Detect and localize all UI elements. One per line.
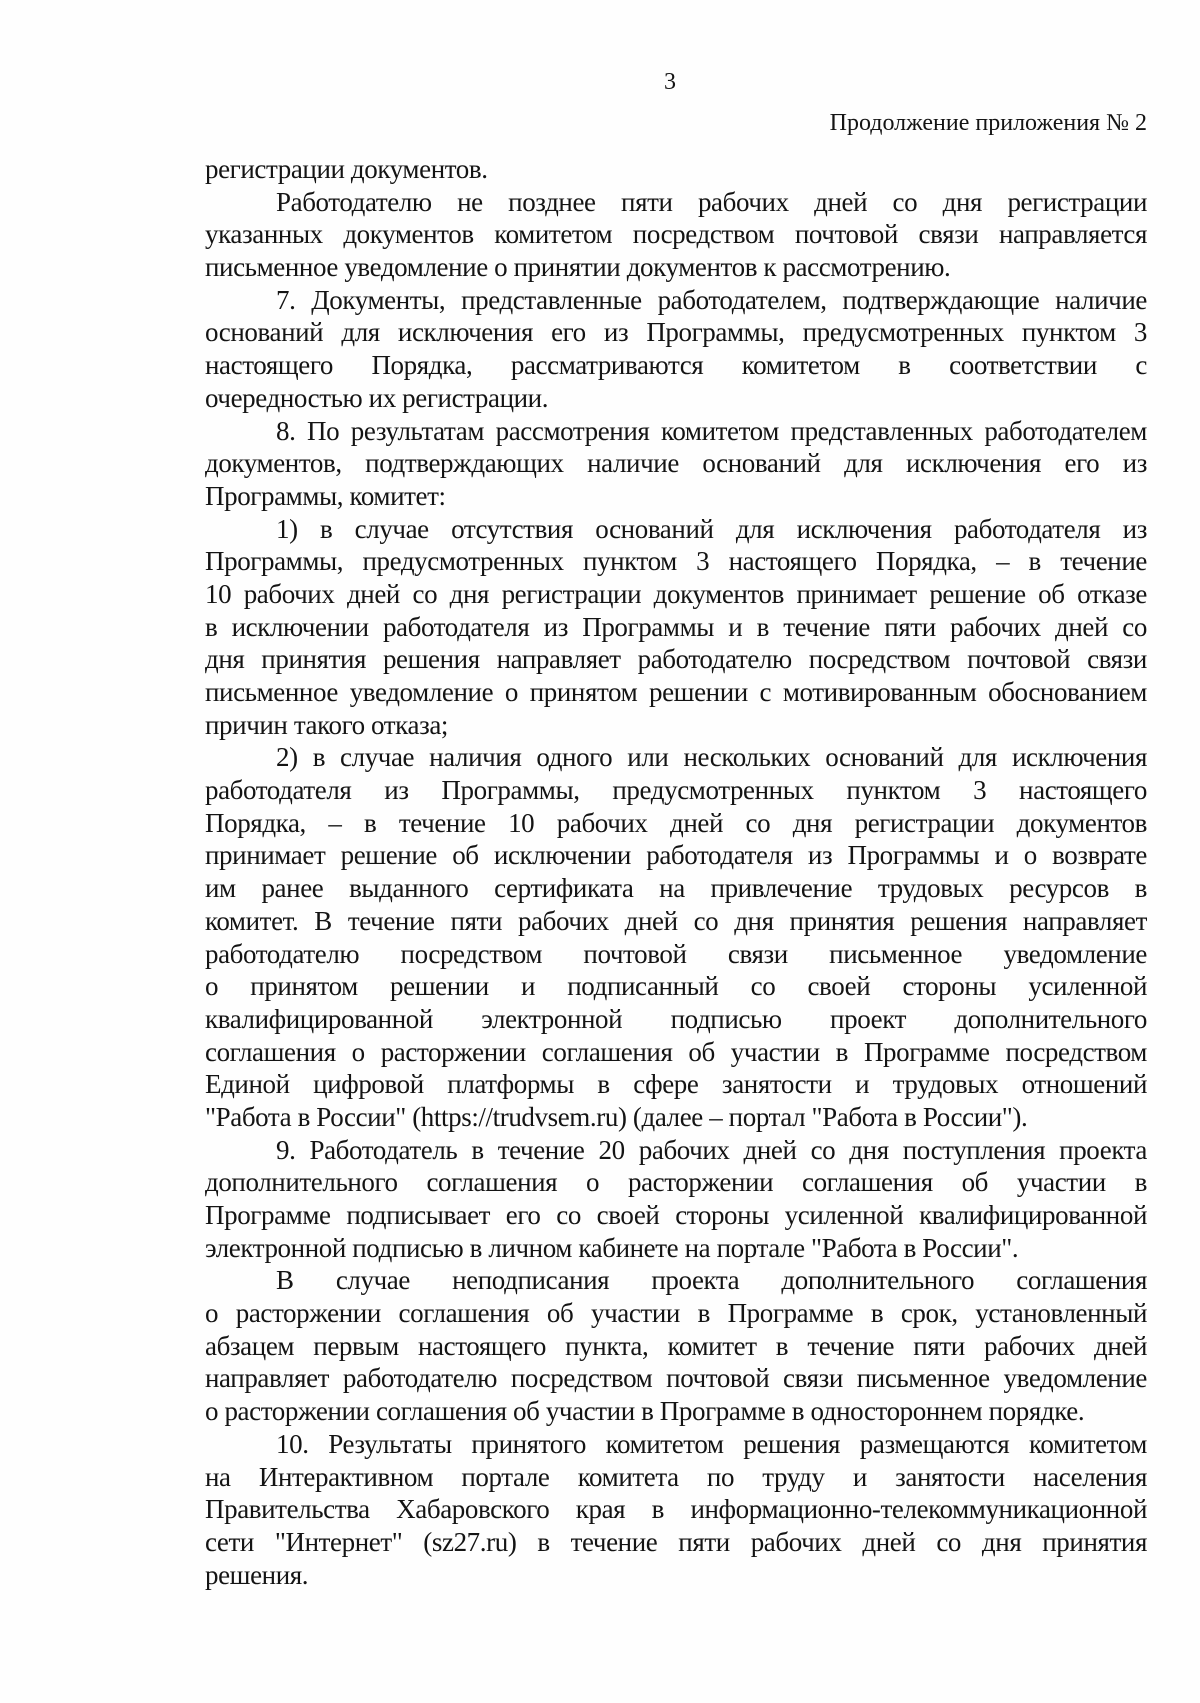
text-line: принимает решение об исключении работодателя из Программы и о возврате — [205, 840, 1147, 871]
paragraph — [205, 415, 1147, 513]
text-line: Порядка, – в течение 10 рабочих дней со дня регистрации документов — [205, 807, 1147, 838]
text-line: решения. — [205, 1559, 309, 1590]
text-line: Программы, комитет: — [205, 480, 446, 511]
page-number: 3 — [664, 69, 676, 95]
text-line: письменное уведомление о принятом решении с мотивированным обоснованием — [205, 677, 1147, 707]
text-line: 10 рабочих дней со дня регистрации документов принимает решение об отказе — [205, 578, 1147, 609]
text-line: 7. Документы, представленные работодателем, подтверждающие наличие — [276, 284, 1147, 315]
text-line: 1) в случае отсутствия оснований для исключения работодателя из — [276, 513, 1147, 544]
text-line: соглашения о расторжении соглашения об участии в Программе посредством — [205, 1036, 1147, 1067]
paragraph — [205, 186, 1147, 284]
paragraph — [205, 284, 1147, 415]
text-line: в исключении работодателя из Программы и в течение пяти рабочих дней со — [205, 611, 1147, 642]
paragraph — [205, 1428, 1147, 1591]
paragraph — [205, 741, 1147, 1133]
text-line: 2) в случае наличия одного или нескольких оснований для исключения — [276, 742, 1147, 773]
text-line: Единой цифровой платформы в сфере занятости и трудовых отношений — [205, 1069, 1147, 1100]
text-line: работодателя из Программы, предусмотренных пунктом 3 настоящего — [205, 775, 1147, 806]
text-line: регистрации документов. — [205, 154, 488, 184]
text-line: им ранее выданного сертификата на привлечение трудовых ресурсов в — [205, 873, 1147, 904]
paragraph — [205, 1134, 1147, 1265]
text-line: очередностью их регистрации. — [205, 382, 549, 413]
text-line: Правительства Хабаровского края в информационно-телекоммуникационной — [205, 1494, 1147, 1525]
text-line: 8. По результатам рассмотрения комитетом представленных работодателем — [276, 415, 1147, 446]
text-line: письменное уведомление о принятии документов к рассмотрению. — [205, 252, 951, 283]
text-line: настоящего Порядка, рассматриваются комитетом в соответствии с — [205, 350, 1147, 381]
appendix-continuation-note: Продолжение приложения № 2 — [829, 110, 1147, 136]
text-line: направляет работодателю посредством почтовой связи письменное уведомление — [205, 1363, 1147, 1394]
text-line: дня принятия решения направляет работодателю посредством почтовой связи — [205, 644, 1147, 675]
paragraph — [205, 1264, 1147, 1427]
paragraph — [205, 153, 1147, 186]
text-line: "Работа в России" (https://trudvsem.ru) (далее – портал "Работа в России"). — [205, 1101, 1028, 1132]
text-line: о принятом решении и подписанный со своей стороны усиленной — [205, 971, 1147, 1002]
text-line: квалифицированной электронной подписью проект дополнительного — [205, 1003, 1147, 1034]
document-body — [205, 153, 1147, 1591]
text-line: Работодателю не позднее пяти рабочих дней со дня регистрации — [276, 186, 1147, 217]
text-line: дополнительного соглашения о расторжении соглашения об участии в — [205, 1167, 1147, 1198]
text-line: 10. Результаты принятого комитетом решения размещаются комитетом — [276, 1428, 1147, 1459]
text-line: комитет. В течение пяти рабочих дней со дня принятия решения направляет — [205, 905, 1147, 936]
text-line: работодателю посредством почтовой связи письменное уведомление — [205, 938, 1147, 969]
text-line: 9. Работодатель в течение 20 рабочих дней со дня поступления проекта — [276, 1134, 1147, 1165]
text-line: на Интерактивном портале комитета по труду и занятости населения — [205, 1461, 1147, 1492]
text-line: Программы, предусмотренных пунктом 3 настоящего Порядка, – в течение — [205, 546, 1147, 577]
text-line: оснований для исключения его из Программы, предусмотренных пунктом 3 — [205, 317, 1147, 348]
text-line: сети "Интернет" (sz27.ru) в течение пяти рабочих дней со дня принятия — [205, 1526, 1147, 1557]
paragraph — [205, 513, 1147, 742]
text-line: о расторжении соглашения об участии в Программе в срок, установленный — [205, 1298, 1147, 1329]
text-line: о расторжении соглашения об участии в Программе в одностороннем порядке. — [205, 1396, 1085, 1427]
text-line: причин такого отказа; — [205, 709, 449, 740]
text-line: В случае неподписания проекта дополнительного соглашения — [276, 1265, 1147, 1296]
text-line: абзацем первым настоящего пункта, комитет в течение пяти рабочих дней — [205, 1330, 1147, 1361]
text-line: указанных документов комитетом посредством почтовой связи направляется — [205, 219, 1147, 250]
text-line: Программе подписывает его со своей стороны усиленной квалифицированной — [205, 1200, 1147, 1230]
text-line: электронной подписью в личном кабинете на портале "Работа в России". — [205, 1232, 1019, 1263]
text-line: документов, подтверждающих наличие оснований для исключения его из — [205, 448, 1147, 479]
